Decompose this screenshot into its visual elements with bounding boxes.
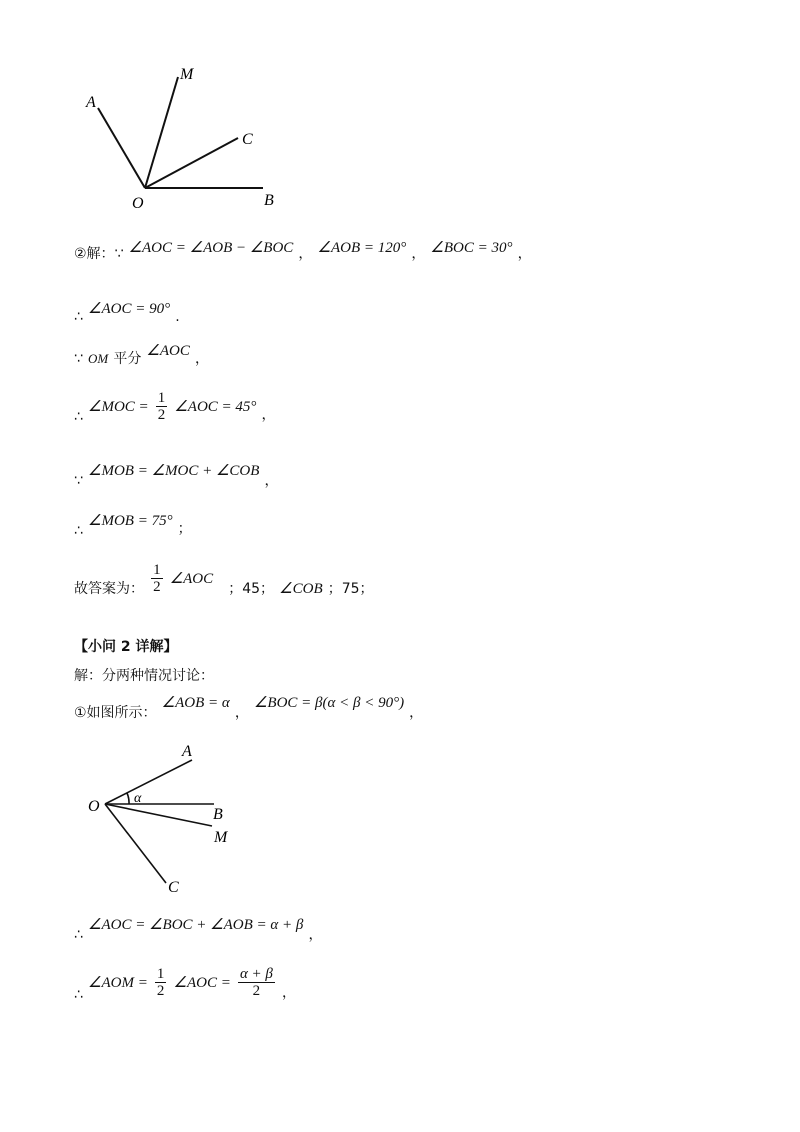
- line-9-prefix: ①如图所示：: [74, 705, 157, 721]
- line-8: 解：分两种情况讨论：: [74, 668, 214, 684]
- line-3-om: OM: [88, 351, 109, 366]
- line-1-eq3: ∠BOC = 30°: [430, 240, 513, 256]
- fraction-one-half: [156, 390, 168, 423]
- line-11-mid: ∠AOC =: [173, 975, 231, 991]
- because-symbol: ∵: [74, 473, 83, 489]
- line-9: [74, 692, 424, 721]
- line-9-eq1: ∠AOB = α: [161, 695, 230, 711]
- fraction-denominator: 2: [153, 579, 161, 595]
- ray-oc: [105, 804, 166, 883]
- line-11: [74, 966, 296, 1003]
- fraction-alpha-plus-beta-over-two: [238, 966, 275, 999]
- line-5-eq: ∠MOB = ∠MOC + ∠COB: [88, 463, 260, 479]
- figure-1-angle-diagram: [70, 55, 300, 215]
- label-a: A: [86, 94, 96, 111]
- line-9-end: ，: [409, 705, 424, 721]
- ray-oa: [105, 760, 192, 804]
- label-b: B: [264, 192, 274, 209]
- label-m: M: [180, 66, 194, 83]
- label-m: M: [214, 829, 228, 846]
- fraction-one-half: [151, 562, 163, 595]
- line-1-prefix: ②解：∵: [74, 246, 124, 262]
- line-7-rest2: ；75；: [327, 581, 374, 597]
- line-7-angle2: ∠COB: [279, 581, 323, 597]
- label-a: A: [182, 743, 192, 760]
- line-10: [74, 914, 323, 943]
- line-1-sep2: ，: [411, 246, 426, 262]
- line-11-end: ，: [282, 985, 296, 1001]
- label-c: C: [168, 879, 179, 896]
- line-5: [74, 460, 279, 489]
- line-11-pre: ∠AOM =: [88, 975, 148, 991]
- fraction-numerator: 1: [157, 390, 166, 406]
- line-4-end: ，: [261, 407, 276, 423]
- label-o: O: [88, 798, 100, 815]
- fraction-numerator: α + β: [239, 966, 273, 982]
- fraction-numerator: 1: [156, 966, 165, 982]
- line-10-end: ，: [308, 927, 323, 943]
- line-9-eq2: ∠BOC = β(α < β < 90°): [253, 695, 405, 711]
- line-3-angle: ∠AOC: [146, 343, 190, 359]
- therefore-symbol: ∴: [74, 309, 83, 325]
- ray-oc: [145, 138, 238, 188]
- fraction-denominator: 2: [252, 983, 261, 999]
- therefore-symbol: ∴: [74, 523, 83, 539]
- ray-om: [105, 804, 212, 826]
- line-7-rest1: ；45；: [228, 581, 275, 597]
- line-3: [74, 340, 209, 367]
- angle-alpha-arc: [127, 793, 129, 804]
- line-9-sep: ，: [234, 705, 249, 721]
- fraction-denominator: 2: [157, 407, 166, 423]
- line-3-text: 平分: [113, 351, 142, 367]
- line-2-eq: ∠AOC = 90°: [88, 301, 171, 317]
- line-10-eq: ∠AOC = ∠BOC + ∠AOB = α + β: [88, 917, 304, 933]
- line-1-sep1: ，: [298, 246, 313, 262]
- line-2: [74, 298, 180, 325]
- line-6: [74, 510, 192, 539]
- therefore-symbol: ∴: [74, 409, 83, 425]
- section-heading: 【小问 2 详解】: [74, 639, 178, 655]
- fraction-numerator: 1: [153, 562, 161, 578]
- label-c: C: [242, 131, 253, 148]
- line-4-pre: ∠MOC =: [88, 399, 149, 415]
- line-1-end: ，: [517, 246, 532, 262]
- fraction-denominator: 2: [156, 983, 165, 999]
- figure-2-angle-diagram: [80, 740, 250, 900]
- ray-oa: [98, 108, 145, 188]
- fraction-one-half: [155, 966, 167, 999]
- line-7-text: 故答案为：: [74, 581, 144, 597]
- label-b: B: [213, 806, 223, 823]
- line-1: [74, 240, 532, 263]
- line-1-eq1: ∠AOC = ∠AOB − ∠BOC: [128, 240, 294, 256]
- because-symbol: ∵: [74, 351, 83, 367]
- line-4: [74, 390, 276, 423]
- line-2-end: .: [175, 309, 180, 325]
- line-7: [74, 562, 374, 595]
- line-5-end: ，: [264, 473, 279, 489]
- label-alpha: α: [134, 791, 142, 806]
- therefore-symbol: ∴: [74, 987, 83, 1003]
- line-6-eq: ∠MOB = 75°: [88, 513, 173, 529]
- line-3-end: ，: [194, 351, 209, 367]
- ray-om: [145, 77, 178, 188]
- therefore-symbol: ∴: [74, 927, 83, 943]
- line-7-angle: ∠AOC: [169, 571, 214, 587]
- line-1-eq2: ∠AOB = 120°: [317, 240, 407, 256]
- label-o: O: [132, 195, 144, 212]
- line-6-end: ；: [177, 521, 192, 537]
- line-4-post: ∠AOC = 45°: [174, 399, 257, 415]
